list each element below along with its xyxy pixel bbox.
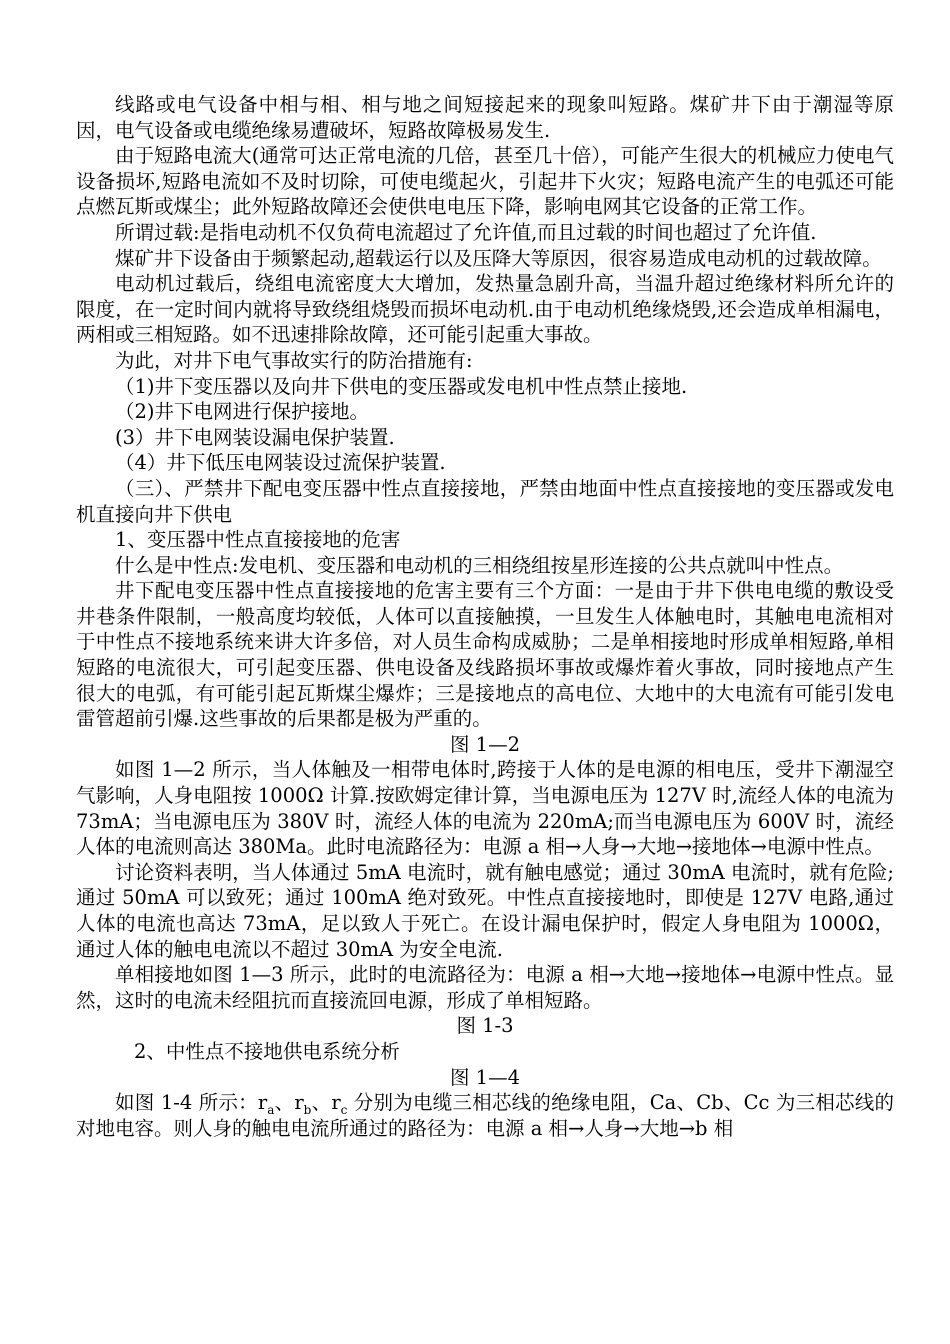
figure-caption-1-2: 图 1—2	[449, 732, 520, 756]
figure-caption-1-4: 图 1—4	[449, 1065, 520, 1089]
paragraph-neutral-point-definition: 什么是中性点:发电机、变压器和电动机的三相绕组按星形连接的公共点就叫中性点。	[115, 553, 844, 577]
paragraph-figure-1-2-explanation: 如图 1—2 所示，当人体触及一相带电体时,跨接于人体的是电源的相电压，受井下潮湿空气影响，人身电阻按 1000Ω 计算.按欧姆定律计算，当电源电压为 127V 时,流经人体的电流为 73mA；当电源电压为 380V 时，流经人体的电流为 220mA;而当电源电压为 600V 时，流经人体的电流则高达 380Ma。此时电流路径为：电源 a 相→人身→大地→接地体→电源中性点。	[76, 758, 894, 859]
measure-item-2: （2)井下电网进行保护接地。	[115, 400, 370, 424]
subscript-a: a	[267, 1103, 275, 1118]
measure-item-3: (3）井下电网装设漏电保护装置.	[115, 425, 395, 449]
subscript-c: c	[340, 1103, 348, 1118]
paragraph-short-circuit-hazard: 由于短路电流大(通常可达正常电流的几倍，甚至几十倍），可能产生很大的机械应力使电气设备损坏,短路电流如不及时切除，可使电缆起火，引起井下火灾；短路电流产生的电弧还可能点燃瓦斯或煤尘；此外短路故障还会使供电电压下降，影响电网其它设备的正常工作。	[76, 144, 894, 219]
paragraph-single-phase-grounding: 单相接地如图 1—3 所示，此时的电流路径为：电源 a 相→大地→接地体→电源中性点。显然，这时的电流未经阻抗而直接流回电源，形成了单相短路。	[76, 963, 894, 1012]
section-heading-3: （三）、严禁井下配电变压器中性点直接接地，严禁由地面中性点直接接地的变压器或发电机直接向井下供电	[76, 476, 894, 526]
text-sep-2: 、r	[311, 1091, 341, 1115]
paragraph-current-thresholds: 讨论资料表明，当人体通过 5mA 电流时，就有触电感觉；通过 30mA 电流时，就有危险;通过 50mA 可以致死；通过 100mA 绝对致死。中性点直接接地时，即使是 127V 电路,通过人体的电流也高达 73mA，足以致人于死亡。在设计漏电保护时，假定人身电阻为 1000Ω，通过人体的触电电流以不超过 30mA 为安全电流.	[76, 860, 894, 961]
measure-item-1: （1)井下变压器以及向井下供电的变压器或发电机中性点禁止接地.	[115, 374, 688, 398]
measure-item-4: （4）井下低压电网装设过流保护装置.	[115, 451, 446, 475]
paragraph-overload-causes: 煤矿井下设备由于频繁起动,超载运行以及压降大等原因，很容易造成电动机的过载故障。	[115, 246, 882, 270]
text-sep-1: 、r	[274, 1091, 304, 1115]
paragraph-short-circuit-definition: 线路或电气设备中相与相、相与地之间短接起来的现象叫短路。煤矿井下由于潮湿等原因，电气设备或电缆绝缘易遭破坏，短路故障极易发生.	[76, 93, 894, 142]
text-prefix: 如图 1-4 所示：r	[115, 1091, 268, 1115]
paragraph-measures-intro: 为此，对井下电气事故实行的防治措施有:	[115, 348, 473, 372]
subheading-2: 2、中性点不接地供电系统分析	[134, 1039, 400, 1063]
subheading-1: 1、变压器中性点直接接地的危害	[115, 528, 401, 552]
paragraph-grounding-hazards: 井下配电变压器中性点直接接地的危害主要有三个方面：一是由于井下供电电缆的敷设受井巷条件限制，一般高度均较低，人体可以直接触摸，一旦发生人体触电时，其触电电流相对于中性点不接地系统来讲大许多倍，对人员生命构成威胁；二是单相接地时形成单相短路,单相短路的电流很大，可引起变压器、供电设备及线路损坏事故或爆炸着火事故，同时接地点产生很大的电弧，有可能引起瓦斯煤尘爆炸；三是接地点的高电位、大地中的大电流有可能引发电雷管超前引爆.这些事故的后果都是极为严重的。	[76, 579, 894, 731]
subscript-b: b	[303, 1103, 312, 1118]
paragraph-overload-effects: 电动机过载后，绕组电流密度大大增加，发热量急剧升高，当温升超过绝缘材料所允许的限度，在一定时间内就将导致绕组烧毁而损坏电动机.由于电动机绝缘烧毁,还会造成单相漏电，两相或三相短路。如不迅速排除故障，还可能引起重大事故。	[76, 272, 894, 347]
paragraph-overload-definition: 所谓过载:是指电动机不仅负荷电流超过了允许值,而且过载的时间也超过了允许值.	[115, 220, 817, 244]
paragraph-figure-1-4-explanation	[76, 1090, 894, 1141]
document-page	[76, 92, 894, 1141]
text-rest: 分别为电缆三相芯线的绝缘电阻，Ca、Cb、Cc 为三相芯线的对地电容。则人身的触电电流所通过的路径为：电源 a 相→人身→大地→b 相	[76, 1091, 895, 1140]
figure-caption-1-3: 图 1-3	[456, 1014, 514, 1038]
